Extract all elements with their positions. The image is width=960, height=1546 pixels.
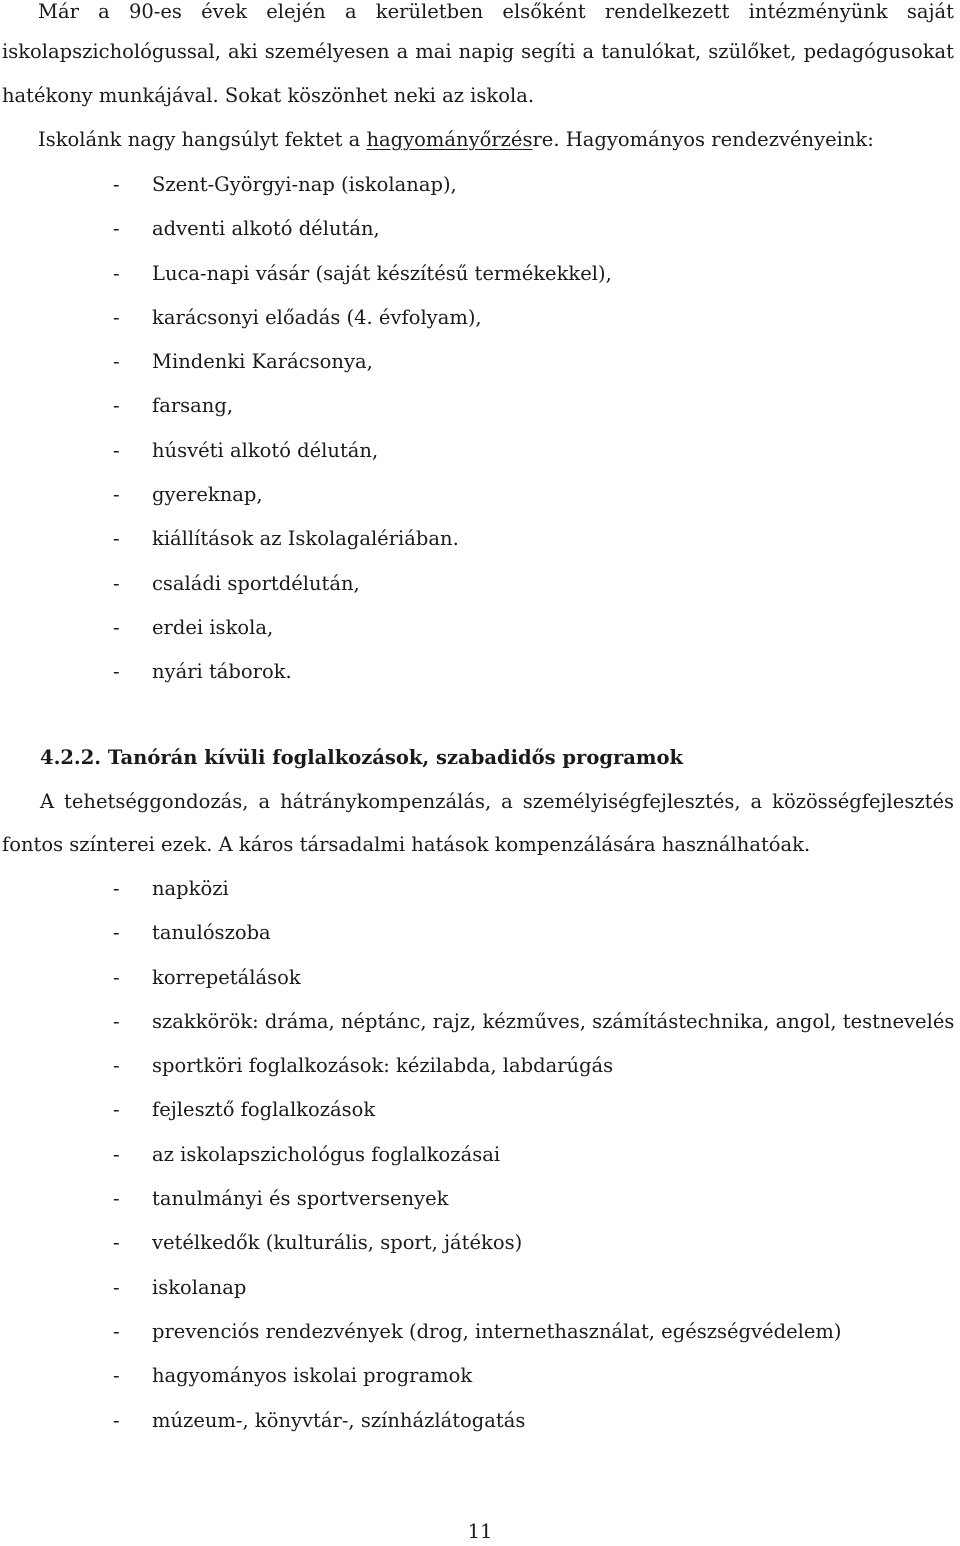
bullet-dash: - xyxy=(113,1009,120,1033)
bullet-dash: - xyxy=(113,394,120,418)
bullet-dash: - xyxy=(113,261,120,285)
bullet-dash: - xyxy=(113,1098,120,1122)
bullet-dash: - xyxy=(113,615,120,639)
bullet-dash: - xyxy=(113,571,120,595)
list-item-text: tanulószoba xyxy=(152,921,271,945)
list-item-text: adventi alkotó délután, xyxy=(152,217,380,241)
list-item-text: Szent-Györgyi-nap (iskolanap), xyxy=(152,173,457,196)
intro-line-2: iskolapszichológussal, aki személyesen a mai napig segíti a tanulókat, szülőket, pedagógusokat xyxy=(2,40,954,63)
bullet-dash: - xyxy=(113,877,120,900)
bullet-dash: - xyxy=(113,660,120,684)
bullet-dash: - xyxy=(113,1408,120,1432)
list-item-text: kiállítások az Iskolagalériában. xyxy=(152,527,459,551)
section-heading: 4.2.2. Tanórán kívüli foglalkozások, szabadidős programok xyxy=(40,746,684,769)
intro-line-3: hatékony munkájával. Sokat köszönhet neki az iskola. xyxy=(2,84,535,107)
list-item-text: prevenciós rendezvények (drog, internethasználat, egészségvédelem) xyxy=(152,1319,842,1343)
list-item-text: húsvéti alkotó délután, xyxy=(152,438,379,462)
bullet-dash: - xyxy=(113,173,120,196)
list-item-text: tanulmányi és sportversenyek xyxy=(152,1187,449,1211)
list-item-text: korrepetálások xyxy=(152,965,301,989)
bullet-dash: - xyxy=(113,305,120,329)
bullet-dash: - xyxy=(113,217,120,241)
list-item-text: az iskolapszichológus foglalkozásai xyxy=(152,1142,501,1166)
bullet-dash: - xyxy=(113,438,120,462)
intro-line-4-pre: Iskolánk nagy hangsúlyt fektet a xyxy=(38,128,367,151)
list-item-text: fejlesztő foglalkozások xyxy=(152,1098,376,1122)
list-item-text: családi sportdélután, xyxy=(152,571,360,595)
list-item-text: Mindenki Karácsonya, xyxy=(152,350,373,374)
list-item-text: hagyományos iskolai programok xyxy=(152,1364,473,1388)
intro-line-4-post: re. Hagyományos rendezvényeink: xyxy=(532,128,874,151)
list-item-text: Luca-napi vásár (saját készítésű termékekkel), xyxy=(152,261,612,285)
bullet-dash: - xyxy=(113,1231,120,1255)
bullet-dash: - xyxy=(113,1142,120,1166)
bullet-dash: - xyxy=(113,1364,120,1388)
list-item-text: sportköri foglalkozások: kézilabda, labdarúgás xyxy=(152,1054,614,1078)
bullet-dash: - xyxy=(113,965,120,989)
intro-line-1: Már a 90-es évek elején a kerületben elsőként rendelkezett intézményünk saját xyxy=(38,0,954,23)
list-item-text: napközi xyxy=(152,877,229,900)
hagyomanyorzes-link[interactable]: hagyományőrzés xyxy=(366,128,533,151)
list-item-text: vetélkedők (kulturális, sport, játékos) xyxy=(152,1231,523,1255)
section-para-line-2: fontos színterei ezek. A káros társadalmi hatások kompenzálására használhatóak. xyxy=(2,833,811,856)
list-item-text: nyári táborok. xyxy=(152,660,292,684)
bullet-dash: - xyxy=(113,483,120,507)
bullet-dash: - xyxy=(113,921,120,945)
bullet-dash: - xyxy=(113,1319,120,1343)
bullet-dash: - xyxy=(113,350,120,374)
list-item-text: karácsonyi előadás (4. évfolyam), xyxy=(152,305,482,329)
list-item-text: gyereknap, xyxy=(152,483,263,507)
bullet-dash: - xyxy=(113,1275,120,1299)
intro-line-4 xyxy=(38,126,874,154)
page-number: 11 xyxy=(467,1520,493,1543)
list-item-text: farsang, xyxy=(152,394,234,418)
bullet-dash: - xyxy=(113,1187,120,1211)
list-item-text: erdei iskola, xyxy=(152,615,274,639)
bullet-dash: - xyxy=(113,1054,120,1078)
bullet-dash: - xyxy=(113,527,120,551)
list-item-text: szakkörök: dráma, néptánc, rajz, kézműves, számítástechnika, angol, testnevelés xyxy=(152,1009,955,1033)
list-item-text: múzeum-, könyvtár-, színházlátogatás xyxy=(152,1408,526,1432)
list-item-text: iskolanap xyxy=(152,1275,247,1299)
section-para-line-1: A tehetséggondozás, a hátránykompenzálás, a személyiségfejlesztés, a közösségfejlesztés xyxy=(40,790,954,813)
